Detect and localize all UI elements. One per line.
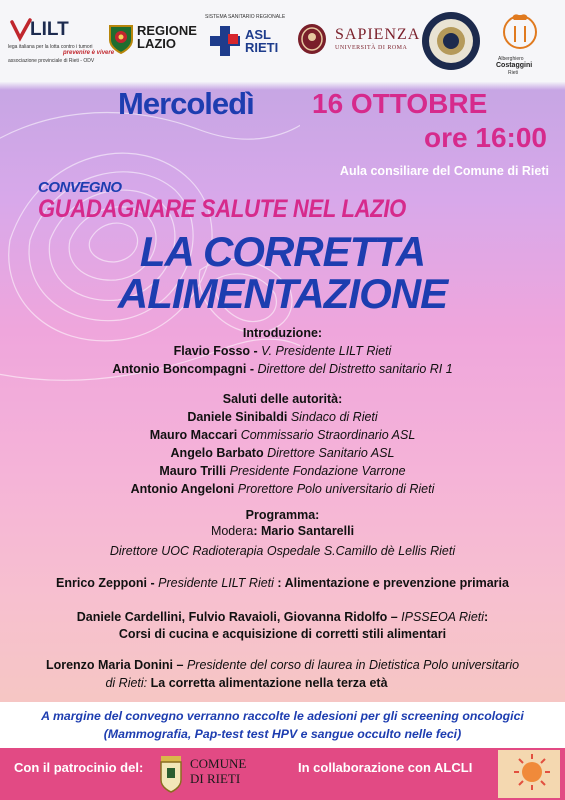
asl-cross-icon — [208, 24, 242, 58]
greetings-heading: Saluti delle autorità: — [222, 392, 343, 406]
program-talk: Enrico Zepponi - Presidente LILT Rieti : Alimentazione e prevenzione primaria — [56, 576, 509, 590]
event-title-line1: LA CORRETTA — [139, 228, 426, 275]
asl-system-label: SISTEMA SANITARIO REGIONALE — [205, 14, 286, 20]
polo-universitario-seal-icon — [420, 10, 482, 72]
lilt-subtitle: lega italiana per la lotta contro i tumori — [8, 44, 93, 50]
alberghiero-label: Alberghiero — [498, 56, 524, 62]
comune-rieti-logo: COMUNE DI RIETI — [190, 756, 247, 786]
screening-notice — [0, 702, 565, 748]
greeting-speaker: Angelo Barbato Direttore Sanitario ASL — [170, 446, 395, 460]
program-heading: Programma: — [245, 508, 320, 522]
event-weekday: Mercoledì — [118, 86, 254, 121]
alberghiero-name: Costaggini — [496, 62, 533, 69]
alcli-sun-icon — [498, 750, 560, 798]
greeting-speaker: Daniele Sinibaldi Sindaco di Rieti — [187, 410, 378, 424]
sapienza-subtitle: UNIVERSITÀ DI ROMA — [335, 45, 408, 51]
intro-heading: Introduzione: — [242, 326, 323, 340]
program-talk: Daniele Cardellini, Fulvio Ravaioli, Giovanna Ridolfo – IPSSEOA Rieti: — [76, 610, 489, 624]
sapienza-seal-icon — [296, 22, 328, 56]
screening-notice-line1: A margine del convegno verranno raccolte le adesioni per gli screening oncologici — [41, 709, 524, 723]
lilt-logo-text: LILT — [30, 19, 69, 40]
program-moderator-role: Direttore UOC Radioterapia Ospedale S.Camillo dè Lellis Rieti — [109, 544, 456, 558]
intro-speaker: Antonio Boncompagni - Direttore del Distretto sanitario RI 1 — [112, 362, 453, 376]
event-date: 16 OTTOBRE — [312, 88, 488, 119]
intro-speaker: Flavio Fosso - V. Presidente LILT Rieti — [173, 344, 392, 358]
event-series-title: GUADAGNARE SALUTE NEL LAZIO — [38, 194, 406, 223]
event-kicker: CONVEGNO — [38, 179, 122, 196]
patronage-label: Con il patrocinio del: — [14, 760, 144, 775]
program-talk-topic: Corsi di cucina e acquisizione di corretti stili alimentari — [118, 627, 447, 641]
program-talk-topic: di Rieti: La corretta alimentazione nella terza età — [105, 676, 388, 690]
program-moderator: Modera: Mario Santarelli — [210, 524, 355, 538]
lilt-logo-icon — [10, 18, 32, 42]
logo-strip — [0, 0, 565, 82]
lilt-association: associazione provinciale di Rieti - ODV — [8, 58, 95, 64]
event-venue: Aula consiliare del Comune di Rieti — [339, 164, 549, 178]
sapienza-logo-text: SAPIENZA — [335, 26, 421, 43]
alberghiero-chef-icon — [502, 12, 538, 54]
event-time: ore 16:00 — [424, 122, 547, 153]
footer — [0, 748, 565, 800]
program-talk: Lorenzo Maria Donini – Presidente del corso di laurea in Dietistica Polo universitario — [45, 658, 520, 672]
greeting-speaker: Antonio Angeloni Prorettore Polo universitario di Rieti — [130, 482, 435, 496]
collaboration-label: In collaborazione con ALCLI — [298, 760, 473, 775]
comune-rieti-crest-icon — [158, 754, 184, 794]
lilt-motto: prevenire è vivere — [63, 50, 115, 56]
event-title-line2: ALIMENTAZIONE — [117, 270, 448, 317]
regione-lazio-crest-icon — [108, 24, 134, 54]
event-date-row — [0, 86, 565, 126]
asl-rieti-logo: ASL RIETI — [245, 27, 279, 55]
alberghiero-city: Rieti — [508, 70, 519, 76]
screening-notice-line2: (Mammografia, Pap-test test HPV e sangue occulto nelle feci) — [103, 727, 462, 741]
greeting-speaker: Mauro Trilli Presidente Fondazione Varrone — [159, 464, 406, 478]
regione-lazio-logo: REGIONE LAZIO — [137, 23, 197, 51]
greeting-speaker: Mauro Maccari Commissario Straordinario ASL — [149, 428, 416, 442]
